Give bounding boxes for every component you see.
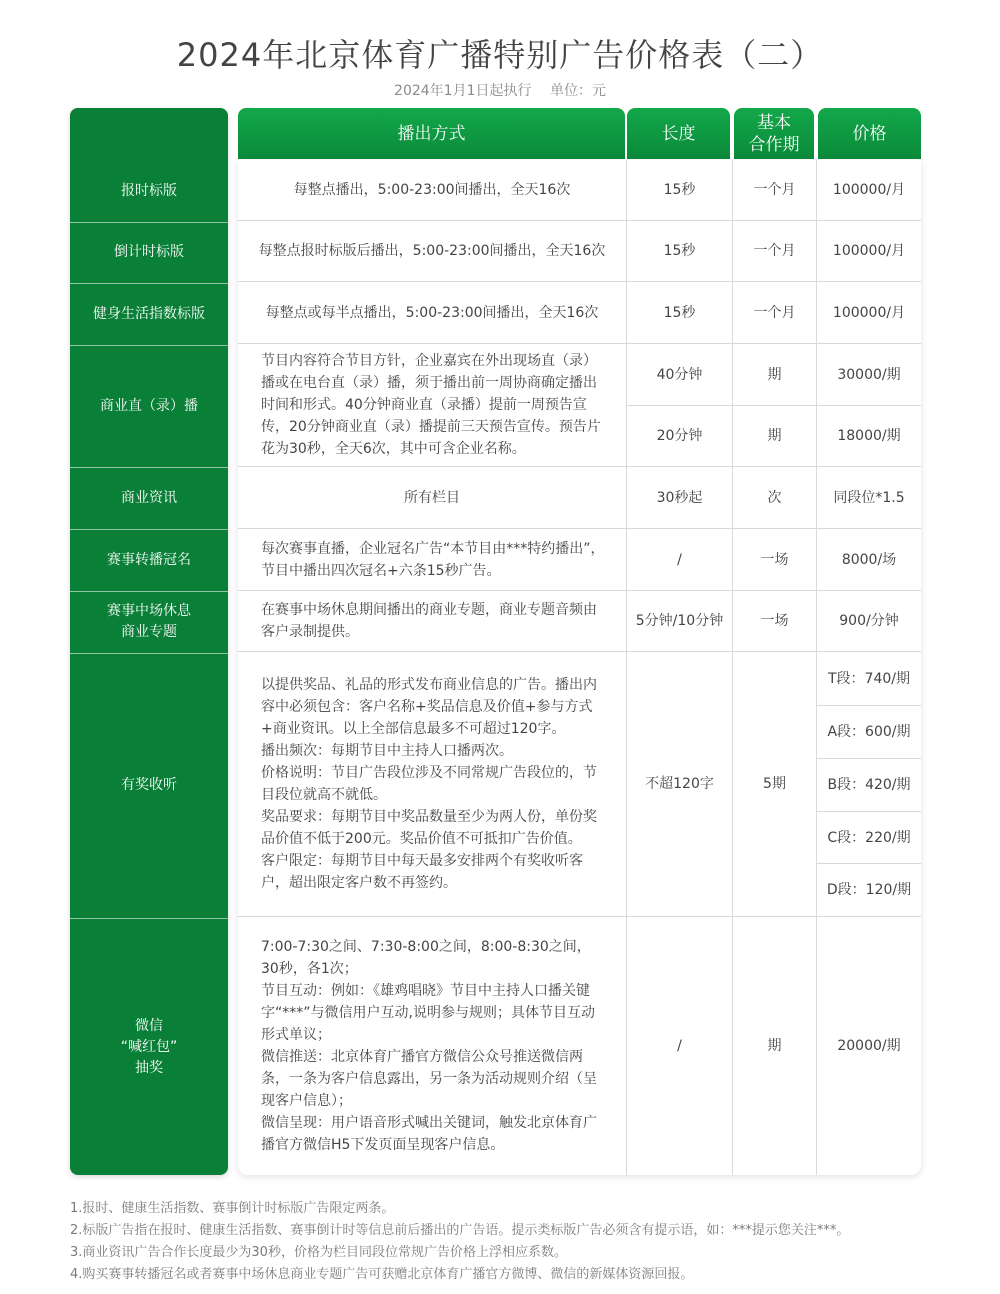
- length-cell: 20分钟: [656, 428, 703, 444]
- length-cell: /: [677, 1038, 682, 1054]
- footnote: 2.标版广告指在报时、健康生活指数、赛事倒计时等信息前后播出的广告语。提示类标版广告必须含有提示语，如：***提示您关注***。: [70, 1223, 850, 1238]
- unit-label: 单位：元: [549, 83, 606, 99]
- page-title: 2024年北京体育广播特别广告价格表（二）: [176, 36, 824, 74]
- method-cell: 以提供奖品、礼品的形式发布商业信息的广告。播出内容中必须包含：客户名称+奖品信息及价值+参与方式+商业资讯。以上全部信息最多不可超过120字。 播出频次：每期节目中主持人口播两次。 价格说明：节目广告段位涉及不同常规广告段位的，节目段位就高不就低。 奖品要求：每期节目中奖品数量至少为两人份，单份奖品价值不低于200元。奖品价值不可抵扣广告价值。 客户限定：每期节目中每天最多安排两个有奖收听客户，超出限定客户数不再签约。: [261, 677, 597, 891]
- header-length: 长度: [627, 108, 730, 159]
- method-cell: 节目内容符合节目方针，企业嘉宾在外出现场直（录）播或在电台直（录）播，须于播出前一周协商确定播出时间和形式。40分钟商业直（录播）提前一周预告宣传，20分钟商业直（录）播提前三天预告宣传。预告片花为30秒，全天6次，其中可含企业名称。: [261, 353, 601, 457]
- method-cell: 每整点报时标版后播出，5:00-23:00间播出，全天16次: [258, 243, 606, 259]
- price-cell: 100000/月: [832, 304, 906, 321]
- price-cell: 18000/期: [837, 428, 901, 444]
- period-cell: 一场: [760, 613, 789, 629]
- category-cell: 报时标版: [121, 182, 177, 199]
- category-cell: 赛事中场休息 商业专题: [70, 591, 228, 652]
- category-cell: 健身生活指数标版: [70, 283, 228, 344]
- period-cell: 期: [767, 428, 782, 444]
- method-cell: 每整点或每半点播出，5:00-23:00间播出，全天16次: [265, 304, 599, 321]
- period-cell: 次: [767, 489, 782, 506]
- price-cell: 30000/期: [837, 366, 901, 383]
- price-cell: C段：220/期: [827, 829, 911, 846]
- length-cell: /: [677, 551, 682, 568]
- effective-date: 2024年1月1日起执行: [394, 83, 532, 99]
- period-cell: 5期: [763, 776, 786, 792]
- length-cell: 5分钟/10分钟: [635, 613, 724, 629]
- price-cell: 8000/场: [841, 551, 897, 568]
- length-cell: 15秒: [663, 182, 696, 198]
- period-cell: 一个月: [753, 304, 796, 321]
- footnote: 1.报时、健康生活指数、赛事倒计时标版广告限定两条。: [70, 1201, 395, 1216]
- method-cell: 所有栏目: [404, 489, 460, 506]
- length-cell: 15秒: [663, 243, 696, 259]
- category-cell: 微信 “喊红包” 抽奖: [70, 918, 228, 1176]
- price-cell: 900/分钟: [839, 613, 899, 629]
- price-cell: A段：600/期: [827, 724, 911, 740]
- price-cell: 100000/月: [832, 243, 906, 259]
- category-cell: 商业直（录）播: [70, 345, 228, 466]
- header-period: 基本 合作期: [734, 108, 814, 159]
- footnote: 4.购买赛事转播冠名或者赛事中场休息商业专题广告可获赠北京体育广播官方微博、微信的新媒体资源回报。: [70, 1267, 694, 1282]
- header-method: 播出方式: [238, 108, 625, 159]
- header-price: 价格: [818, 108, 921, 159]
- price-cell: T段：740/期: [828, 670, 910, 687]
- price-cell: 20000/期: [837, 1038, 901, 1054]
- period-cell: 期: [767, 366, 782, 383]
- length-cell: 30秒起: [656, 489, 703, 506]
- price-cell: D段：120/期: [826, 882, 912, 898]
- method-cell: 每次赛事直播，企业冠名广告“本节目由***特约播出”，节目中播出四次冠名+六条15秒广告。: [261, 540, 605, 579]
- price-cell: 同段位*1.5: [833, 489, 905, 506]
- category-cell: 倒计时标版: [70, 222, 228, 282]
- length-cell: 40分钟: [656, 366, 703, 383]
- footnote: 3.商业资讯广告合作长度最少为30秒，价格为栏目同段位常规广告价格上浮相应系数。: [70, 1245, 567, 1260]
- page-subtitle: [0, 80, 1000, 100]
- category-cell: 赛事转播冠名: [70, 529, 228, 590]
- period-cell: 一个月: [753, 182, 796, 198]
- period-cell: 一个月: [753, 243, 796, 259]
- length-cell: 不超120字: [645, 776, 714, 792]
- price-cell: 100000/月: [832, 182, 906, 198]
- length-cell: 15秒: [663, 304, 696, 321]
- footnotes: [70, 1198, 970, 1286]
- category-cell: 有奖收听: [70, 653, 228, 917]
- period-cell: 期: [767, 1038, 782, 1054]
- price-cell: B段：420/期: [827, 777, 911, 793]
- category-cell: 商业资讯: [70, 467, 228, 528]
- method-cell: 7:00-7:30之间、7:30-8:00之间，8:00-8:30之间，30秒，各1次； 节目互动：例如：《雄鸡唱晓》节目中主持人口播关键字“***”与微信用户互动,说明参与规则；具体节目互动形式单议； 微信推送：北京体育广播官方微信公众号推送微信两条，一条为客户信息露出，另一条为活动规则介绍（呈现客户信息）； 微信呈现：用户语音形式喊出关键词，触发北京体育广播官方微信H5下发页面呈现客户信息。: [261, 939, 597, 1153]
- period-cell: 一场: [760, 551, 789, 568]
- method-cell: 在赛事中场休息期间播出的商业专题，商业专题音频由客户录制提供。: [261, 602, 597, 640]
- method-cell: 每整点播出，5:00-23:00间播出，全天16次: [293, 182, 571, 198]
